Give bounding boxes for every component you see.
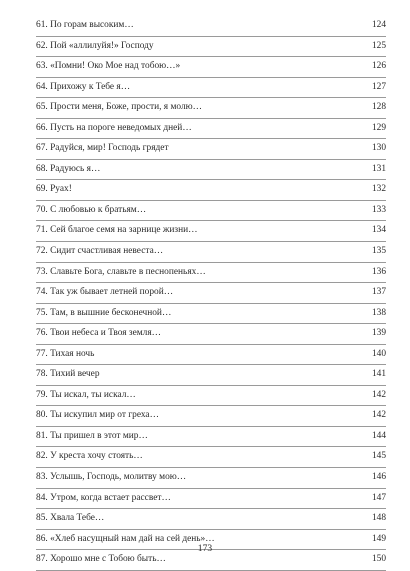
toc-entry-page: 147 [371, 492, 386, 503]
toc-entry [36, 365, 386, 386]
toc-entry-title: 66. Пусть на пороге неведомых дней… [36, 122, 192, 133]
toc-entry [36, 98, 386, 119]
toc-entry-page: 126 [371, 61, 386, 72]
toc-entry-title: 84. Утром, когда встает рассвет… [36, 492, 171, 503]
toc-entry-title: 78. Тихий вечер [36, 369, 100, 380]
toc-entry-page: 128 [371, 102, 386, 113]
toc-entry [36, 447, 386, 468]
toc-entry [36, 386, 386, 407]
toc-entry-title: 86. «Хлеб насущный нам дай на сей день»… [36, 533, 215, 544]
toc-entry-page: 130 [371, 143, 386, 154]
toc-entry-page: 129 [371, 122, 386, 133]
toc-entry-title: 69. Руах! [36, 184, 72, 195]
toc-entry-title: 62. Пой «аллилуйя!» Господу [36, 40, 154, 51]
toc-entry [36, 242, 386, 263]
toc-entry [36, 221, 386, 242]
toc-entry-page: 141 [371, 369, 386, 380]
toc-entry [36, 57, 386, 78]
toc-entry [36, 16, 386, 37]
toc-entry-page: 124 [371, 20, 386, 30]
toc-entry-title: 75. Там, в вышние бесконечной… [36, 307, 172, 318]
toc-entry [36, 324, 386, 345]
toc-entry-title: 81. Ты пришел в этот мир… [36, 430, 148, 441]
toc-entry-page: 136 [371, 266, 386, 277]
toc-entry-page: 125 [371, 40, 386, 51]
toc-entry-page: 150 [371, 554, 386, 565]
toc-entry [36, 345, 386, 366]
toc-entry-title: 76. Твои небеса и Твоя земля… [36, 328, 162, 339]
page-number: 173 [197, 543, 213, 554]
toc-entry-page: 139 [371, 328, 386, 339]
toc-entry-title: 68. Радуюсь я… [36, 163, 101, 174]
toc-entry-title: 65. Прости меня, Боже, прости, я молю… [36, 102, 203, 113]
toc-entry-page: 142 [371, 389, 386, 400]
toc-entry-page: 149 [371, 533, 386, 544]
toc-entry-page: 142 [371, 410, 386, 421]
toc-entry-title: 73. Славьте Бога, славьте в песнопеньях… [36, 266, 206, 277]
toc-entry [36, 139, 386, 160]
toc-entry [36, 468, 386, 489]
toc-entry-title: 83. Услышь, Господь, молитву мою… [36, 472, 187, 483]
toc-entry-page: 140 [371, 348, 386, 359]
toc-entry-page: 132 [371, 184, 386, 195]
toc-entry [36, 304, 386, 325]
toc-entry-title: 67. Радуйся, мир! Господь грядет [36, 143, 169, 154]
toc-entry-page: 135 [371, 246, 386, 257]
toc-entry-title: 72. Сидит счастливая невеста… [36, 246, 164, 257]
toc-entry-title: 70. С любовью к братьям… [36, 204, 147, 215]
table-of-contents [36, 16, 386, 571]
toc-entry [36, 283, 386, 304]
toc-entry-page: 127 [371, 81, 386, 92]
toc-entry [36, 427, 386, 448]
toc-entry-page: 144 [371, 430, 386, 441]
toc-entry [36, 263, 386, 284]
toc-entry [36, 78, 386, 99]
toc-entry [36, 489, 386, 510]
toc-entry-page: 137 [371, 287, 386, 298]
toc-entry-page: 134 [371, 225, 386, 236]
toc-entry-title: 63. «Помни! Око Мое над тобою…» [36, 61, 181, 72]
toc-entry-title: 74. Так уж бывает летней порой… [36, 287, 174, 298]
toc-entry [36, 509, 386, 530]
toc-entry [36, 406, 386, 427]
toc-entry-title: 71. Сей благое семя на зарнице жизни… [36, 225, 198, 236]
toc-entry-page: 146 [371, 472, 386, 483]
toc-entry-page: 148 [371, 513, 386, 524]
toc-entry [36, 160, 386, 181]
toc-entry [36, 37, 386, 58]
toc-entry-title: 64. Прихожу к Тебе я… [36, 81, 131, 92]
toc-entry-title: 61. По горам высоким… [36, 20, 134, 30]
toc-entry-page: 131 [371, 163, 386, 174]
toc-entry-title: 77. Тихая ночь [36, 348, 95, 359]
toc-entry-title: 79. Ты искал, ты искал… [36, 389, 136, 400]
toc-entry-title: 85. Хвала Тебе… [36, 513, 105, 524]
toc-entry-title: 87. Хорошо мне с Тобою быть… [36, 554, 166, 565]
toc-entry [36, 119, 386, 140]
toc-entry [36, 180, 386, 201]
toc-entry-page: 145 [371, 451, 386, 462]
toc-entry-page: 138 [371, 307, 386, 318]
toc-entry-title: 80. Ты искупил мир от греха… [36, 410, 159, 421]
toc-entry-title: 82. У креста хочу стоять… [36, 451, 143, 462]
toc-entry-page: 133 [371, 204, 386, 215]
toc-entry [36, 201, 386, 222]
